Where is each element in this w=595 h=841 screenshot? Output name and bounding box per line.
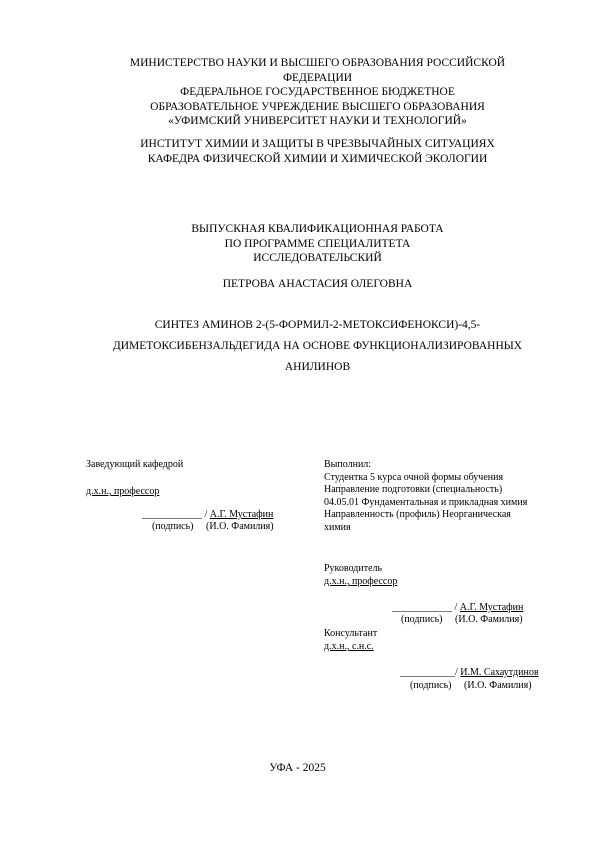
ministry-line: ФЕДЕРАЛЬНОЕ ГОСУДАРСТВЕННОЕ БЮДЖЕТНОЕ: [180, 86, 455, 98]
performed-line: 04.05.01 Фундаментальная и прикладная химия: [324, 496, 528, 508]
supervisor-signature-line: [392, 602, 523, 615]
supervisor-name: А.Г. Мустафин: [459, 602, 524, 613]
supervisor-label: Руководитель: [324, 563, 383, 574]
performed-line: Студентка 5 курса очной формы обучения: [324, 471, 504, 483]
performed-line: Направление подготовки (специальность): [324, 484, 503, 495]
performed-by-block: [324, 459, 564, 534]
author-name: ПЕТРОВА АНАСТАСИЯ ОЛЕГОВНА: [222, 278, 413, 290]
performed-line: химия: [324, 521, 351, 533]
signature-blank: ___________/: [400, 667, 461, 678]
head-signature-caption: [152, 521, 274, 534]
thesis-title-line: ДИМЕТОКСИБЕНЗАЛЬДЕГИДА НА ОСНОВЕ ФУНКЦИОНАЛИЗИРОВАННЫХ: [112, 340, 523, 352]
work-type-line: ПО ПРОГРАММЕ СПЕЦИАЛИТЕТА: [224, 237, 411, 250]
thesis-title: [66, 315, 569, 378]
work-type: [70, 222, 565, 266]
ministry-line: «УФИМСКИЙ УНИВЕРСИТЕТ НАУКИ И ТЕХНОЛОГИЙ»: [168, 115, 467, 127]
thesis-title-line: СИНТЕЗ АМИНОВ 2-(5-ФОРМИЛ-2-МЕТОКСИФЕНОКСИ)-4,5-: [154, 319, 481, 331]
city-year: УФА - 2025: [269, 762, 326, 774]
ministry-line: МИНИСТЕРСТВО НАУКИ И ВЫСШЕГО ОБРАЗОВАНИЯ РОССИЙСКОЙ: [129, 57, 506, 69]
department-line: КАФЕДРА ФИЗИЧЕСКОЙ ХИМИИ И ХИМИЧЕСКОЙ ЭКОЛОГИИ: [147, 152, 488, 165]
head-of-department-degree: д.х.н., профессор: [86, 486, 160, 497]
performed-line: Выполнил:: [324, 459, 372, 470]
institute-header: [70, 137, 565, 166]
ministry-line: ФЕДЕРАЦИИ: [282, 71, 353, 84]
caption-signature: (подпись): [152, 521, 194, 532]
caption-signature: (подпись): [410, 680, 452, 691]
performed-line: Направленность (профиль) Неорганическая: [324, 509, 511, 520]
supervisor-degree: д.х.н., профессор: [324, 576, 398, 587]
work-type-line: ИССЛЕДОВАТЕЛЬСКИЙ: [253, 252, 382, 264]
consultant-signature-line: [400, 667, 539, 680]
caption-name: (И.О. Фамилия): [206, 521, 274, 532]
consultant-label: Консультант: [324, 628, 378, 639]
caption-name: (И.О. Фамилия): [464, 680, 532, 691]
supervisor-signature-caption: [401, 614, 523, 627]
signature-blank: ____________ /: [392, 602, 460, 613]
ministry-line: ОБРАЗОВАТЕЛЬНОЕ УЧРЕЖДЕНИЕ ВЫСШЕГО ОБРАЗОВАНИЯ: [150, 100, 485, 113]
institute-line: ИНСТИТУТ ХИМИИ И ЗАЩИТЫ В ЧРЕЗВЫЧАЙНЫХ СИТУАЦИЯХ: [140, 138, 495, 150]
head-signature-line: [142, 509, 273, 522]
consultant-signature-caption: [410, 680, 532, 693]
ministry-header: [70, 56, 565, 129]
consultant-name: И.М. Сахаутдинов: [460, 667, 539, 678]
thesis-title-line: АНИЛИНОВ: [284, 361, 351, 373]
caption-signature: (подпись): [401, 614, 443, 625]
consultant-degree: д.х.н., с.н.с.: [324, 641, 374, 652]
head-signatory-name: А.Г. Мустафин: [209, 509, 274, 520]
signature-blank: ____________ /: [142, 509, 210, 520]
work-type-line: ВЫПУСКНАЯ КВАЛИФИКАЦИОННАЯ РАБОТА: [191, 223, 444, 235]
caption-name: (И.О. Фамилия): [455, 614, 523, 625]
head-of-department-label: Заведующий кафедрой: [86, 459, 184, 470]
